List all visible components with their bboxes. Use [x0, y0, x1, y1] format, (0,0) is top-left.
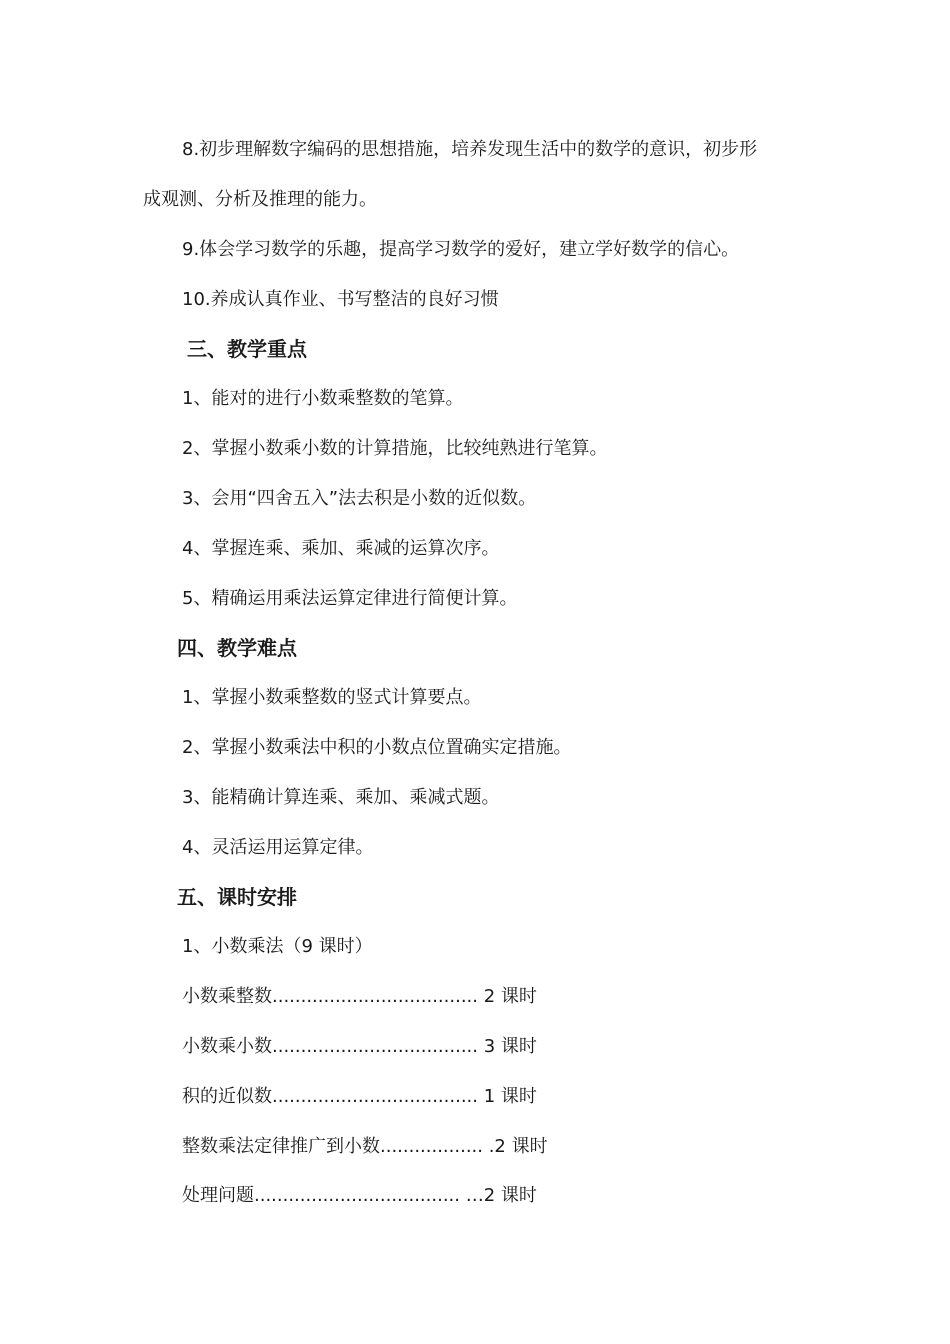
schedule-unit-title: 1、小数乘法（9 课时）	[182, 936, 373, 957]
objective-8-line-2: 成观测、分析及推理的能力。	[143, 189, 377, 210]
objective-8-line-1: 8.初步理解数字编码的思想措施，培养发现生活中的数学的意识，初步形	[182, 139, 758, 160]
objective-9: 9.体会学习数学的乐趣，提高学习数学的爱好，建立学好数学的信心。	[182, 239, 740, 260]
key-point-item: 1、能对的进行小数乘整数的笔算。	[182, 388, 464, 409]
objective-10: 10.养成认真作业、书写整洁的良好习惯	[182, 289, 499, 310]
key-point-item: 4、掌握连乘、乘加、乘减的运算次序。	[182, 538, 500, 559]
section-heading-key-points: 三、教学重点	[187, 337, 307, 361]
difficulty-item: 1、掌握小数乘整数的竖式计算要点。	[182, 687, 482, 708]
schedule-row: 整数乘法定律推广到小数.................. .2 课时	[182, 1136, 548, 1157]
key-point-item: 3、会用“四舍五入”法去积是小数的近似数。	[182, 488, 537, 509]
key-point-item: 2、掌握小数乘小数的计算措施，比较纯熟进行笔算。	[182, 438, 608, 459]
difficulty-item: 2、掌握小数乘法中积的小数点位置确实定措施。	[182, 737, 572, 758]
schedule-row: 积的近似数.................................... 1 课时	[182, 1086, 537, 1107]
difficulty-item: 3、能精确计算连乘、乘加、乘减式题。	[182, 787, 500, 808]
section-heading-difficulties: 四、教学难点	[177, 636, 297, 660]
schedule-row: 小数乘小数.................................... 3 课时	[182, 1036, 537, 1057]
difficulty-item: 4、灵活运用运算定律。	[182, 837, 374, 858]
section-heading-schedule: 五、课时安排	[177, 885, 297, 909]
schedule-row: 小数乘整数.................................... 2 课时	[182, 986, 537, 1007]
key-point-item: 5、精确运用乘法运算定律进行简便计算。	[182, 588, 518, 609]
schedule-row: 处理问题.................................... …2 课时	[182, 1185, 537, 1206]
